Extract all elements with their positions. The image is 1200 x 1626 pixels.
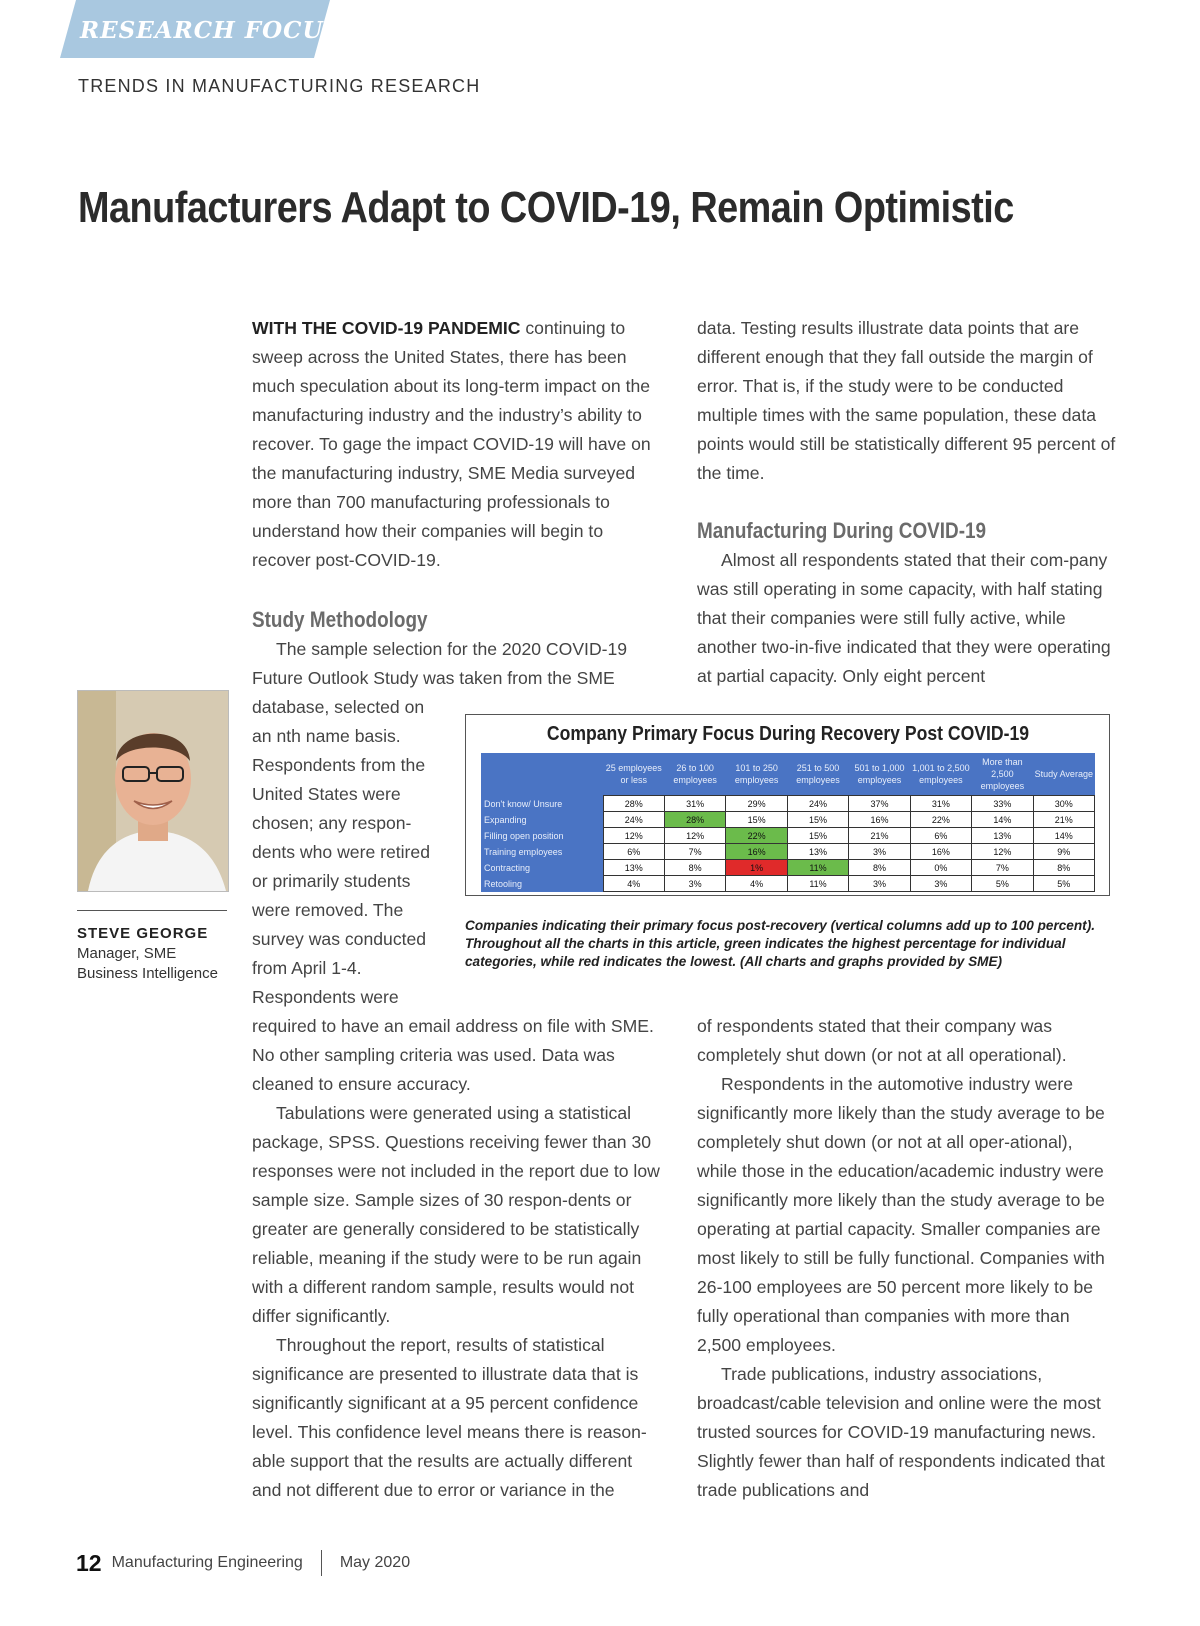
author-photo bbox=[77, 690, 229, 892]
corner-header-cell bbox=[481, 753, 603, 796]
intro-lead: WITH THE COVID-19 PANDEMIC bbox=[252, 318, 521, 338]
testing-paragraph: data. Testing results illustrate data points that are different enough that they fall outside the margin of error. That is, if the study were to be conducted multiple times with the same population, these data points would still be statistically different 95 percent of the time. bbox=[697, 318, 1116, 483]
author-divider bbox=[77, 910, 227, 911]
table-row bbox=[481, 860, 1095, 876]
manufacturing-paragraph-1a: Almost all respondents stated that their com-pany was still operating in some capacity, with half stating that their companies were still fully active, while another two-in-five indicated that they were operating at partial capacity. Only eight percent bbox=[697, 550, 1111, 686]
table-cell: 13% bbox=[603, 860, 664, 876]
table-cell: 7% bbox=[972, 860, 1033, 876]
author-portrait-image bbox=[78, 691, 228, 891]
intro-body: continuing to sweep across the United States, there has been much speculation about its long-term impact on the manufacturing industry and the industry’s ability to recover. To gage the impact COVID-19 will have on the manufacturing industry, SME Media surveyed more than 700 manufacturing professionals to understand how their companies will begin to recover post-COVID-19. bbox=[252, 318, 651, 570]
article-title: Manufacturers Adapt to COVID-19, Remain Optimistic bbox=[78, 183, 1014, 232]
author-name: STEVE GEORGE bbox=[77, 925, 209, 942]
column-header: 25 employees or less bbox=[603, 753, 664, 796]
table-cell: 15% bbox=[787, 812, 848, 828]
table-header-row bbox=[481, 753, 1095, 796]
section-tag: RESEARCH FOCUS bbox=[80, 17, 342, 44]
column-header: 26 to 100 employees bbox=[664, 753, 725, 796]
table-cell: 21% bbox=[849, 828, 910, 844]
cell-lowest: 1% bbox=[726, 860, 787, 876]
table-cell: 24% bbox=[603, 812, 664, 828]
intro-paragraph bbox=[252, 314, 662, 575]
table-cell: 12% bbox=[603, 828, 664, 844]
table-cell: 30% bbox=[1033, 796, 1094, 812]
table-cell: 5% bbox=[1033, 876, 1094, 892]
table-cell: 4% bbox=[603, 876, 664, 892]
table-cell: 7% bbox=[664, 844, 725, 860]
column-header: 1,001 to 2,500 employees bbox=[910, 753, 971, 796]
cell-highest: 11% bbox=[787, 860, 848, 876]
cell-highest: 28% bbox=[664, 812, 725, 828]
table-cell: 8% bbox=[664, 860, 725, 876]
methodology-paragraph-1c: required to have an email address on file with SME. No other sampling criteria was used. Data was cleaned to ensure accuracy. bbox=[252, 1016, 654, 1094]
cell-highest: 22% bbox=[726, 828, 787, 844]
section-label: TRENDS IN MANUFACTURING RESEARCH bbox=[78, 76, 481, 96]
issue-date: May 2020 bbox=[339, 1554, 411, 1571]
row-label: Retooling bbox=[481, 876, 603, 892]
publication-name: Manufacturing Engineering bbox=[111, 1554, 303, 1571]
methodology-paragraph-2: Tabulations were generated using a statistical package, SPSS. Questions receiving fewer than 30 responses were not included in the report due to low sample size. Sample sizes of 30 respon-dents or greater are generally considered to be statistically reliable, meaning if the study were to be run again with a different random sample, results would not differ significantly. bbox=[252, 1103, 660, 1326]
table-row bbox=[481, 796, 1095, 812]
table-cell: 0% bbox=[910, 860, 971, 876]
table-cell: 12% bbox=[972, 844, 1033, 860]
table-cell: 14% bbox=[972, 812, 1033, 828]
table-cell: 3% bbox=[910, 876, 971, 892]
table-cell: 13% bbox=[972, 828, 1033, 844]
table-cell: 21% bbox=[1033, 812, 1094, 828]
table-cell: 6% bbox=[603, 844, 664, 860]
row-label: Don't know/ Unsure bbox=[481, 796, 603, 812]
page-number: 12 bbox=[76, 1549, 102, 1576]
row-label: Expanding bbox=[481, 812, 603, 828]
methodology-paragraph-3: Throughout the report, results of statistical significance are presented to illustrate data that is significantly significant at a 95 percent confidence level. This confidence level means there is reason-able support that the results are actually different and not different due to error or variance in the bbox=[252, 1335, 647, 1500]
table-cell: 14% bbox=[1033, 828, 1094, 844]
table-row bbox=[481, 844, 1095, 860]
column-header: Study Average bbox=[1033, 753, 1094, 796]
table-cell: 16% bbox=[849, 812, 910, 828]
focus-chart bbox=[465, 714, 1110, 896]
column-header: 101 to 250 employees bbox=[726, 753, 787, 796]
methodology-heading: Study Methodology bbox=[252, 607, 428, 632]
table-cell: 24% bbox=[787, 796, 848, 812]
footer-separator bbox=[321, 1550, 322, 1576]
table-row bbox=[481, 876, 1095, 892]
table-cell: 31% bbox=[664, 796, 725, 812]
table-cell: 3% bbox=[664, 876, 725, 892]
right-column-lower bbox=[697, 1012, 1117, 1505]
focus-table bbox=[481, 753, 1095, 892]
left-column-lower bbox=[252, 1012, 662, 1505]
author-title: Manager, SME Business Intelligence bbox=[77, 945, 218, 982]
manufacturing-paragraph-2: Respondents in the automotive industry were significantly more likely than the study average to be completely shut down (or not at all oper-ational), while those in the education/academic industry were significantly more likely than the study average to be operating at partial capacity. Smaller companies are most likely to still be fully functional. Companies with 26-100 employees are 50 percent more likely to be fully operational than companies with more than 2,500 employees. bbox=[697, 1074, 1105, 1355]
table-cell: 3% bbox=[849, 844, 910, 860]
table-cell: 6% bbox=[910, 828, 971, 844]
table-cell: 28% bbox=[603, 796, 664, 812]
row-label: Contracting bbox=[481, 860, 603, 876]
table-row bbox=[481, 812, 1095, 828]
page-footer bbox=[76, 1548, 410, 1578]
manufacturing-paragraph-3: Trade publications, industry associations, broadcast/cable television and online were the most trusted sources for COVID-19 manufacturing news. Slightly fewer than half of respondents indicated that trade publications and bbox=[697, 1364, 1105, 1500]
cell-highest: 16% bbox=[726, 844, 787, 860]
manufacturing-heading: Manufacturing During COVID-19 bbox=[697, 518, 987, 543]
left-column-upper bbox=[252, 314, 662, 1012]
column-header: More than 2,500 employees bbox=[972, 753, 1033, 796]
table-cell: 37% bbox=[849, 796, 910, 812]
table-cell: 22% bbox=[910, 812, 971, 828]
table-cell: 29% bbox=[726, 796, 787, 812]
table-cell: 9% bbox=[1033, 844, 1094, 860]
table-cell: 33% bbox=[972, 796, 1033, 812]
row-label: Filling open position bbox=[481, 828, 603, 844]
table-cell: 15% bbox=[726, 812, 787, 828]
table-cell: 4% bbox=[726, 876, 787, 892]
chart-caption: Companies indicating their primary focus post-recovery (vertical columns add up to 100 percent). Throughout all the charts in this article, green indicates the highest percentage for individual categories, while red indicates the lowest. (All charts and graphs provided by SME) bbox=[465, 918, 1095, 969]
row-label: Training employees bbox=[481, 844, 603, 860]
manufacturing-paragraph-1b: of respondents stated that their company was completely shut down (or not at all operational). bbox=[697, 1016, 1067, 1065]
right-column-upper bbox=[697, 314, 1117, 691]
column-header: 251 to 500 employees bbox=[787, 753, 848, 796]
table-cell: 5% bbox=[972, 876, 1033, 892]
table-cell: 31% bbox=[910, 796, 971, 812]
table-cell: 11% bbox=[787, 876, 848, 892]
table-cell: 16% bbox=[910, 844, 971, 860]
methodology-paragraph-1b: database, selected on an nth name basis. Respondents from the United States were chosen; any respon-dents who were retired or primarily students were removed. The survey was conducted from April 1-4. Respondents were bbox=[252, 697, 430, 1007]
table-cell: 3% bbox=[849, 876, 910, 892]
table-cell: 8% bbox=[849, 860, 910, 876]
column-header: 501 to 1,000 employees bbox=[849, 753, 910, 796]
table-cell: 13% bbox=[787, 844, 848, 860]
methodology-paragraph-1a: The sample selection for the 2020 COVID-19 Future Outlook Study was taken from the SME bbox=[252, 639, 628, 688]
table-row bbox=[481, 828, 1095, 844]
table-cell: 8% bbox=[1033, 860, 1094, 876]
table-cell: 12% bbox=[664, 828, 725, 844]
chart-title: Company Primary Focus During Recovery Post COVID-19 bbox=[546, 723, 1029, 745]
table-cell: 15% bbox=[787, 828, 848, 844]
